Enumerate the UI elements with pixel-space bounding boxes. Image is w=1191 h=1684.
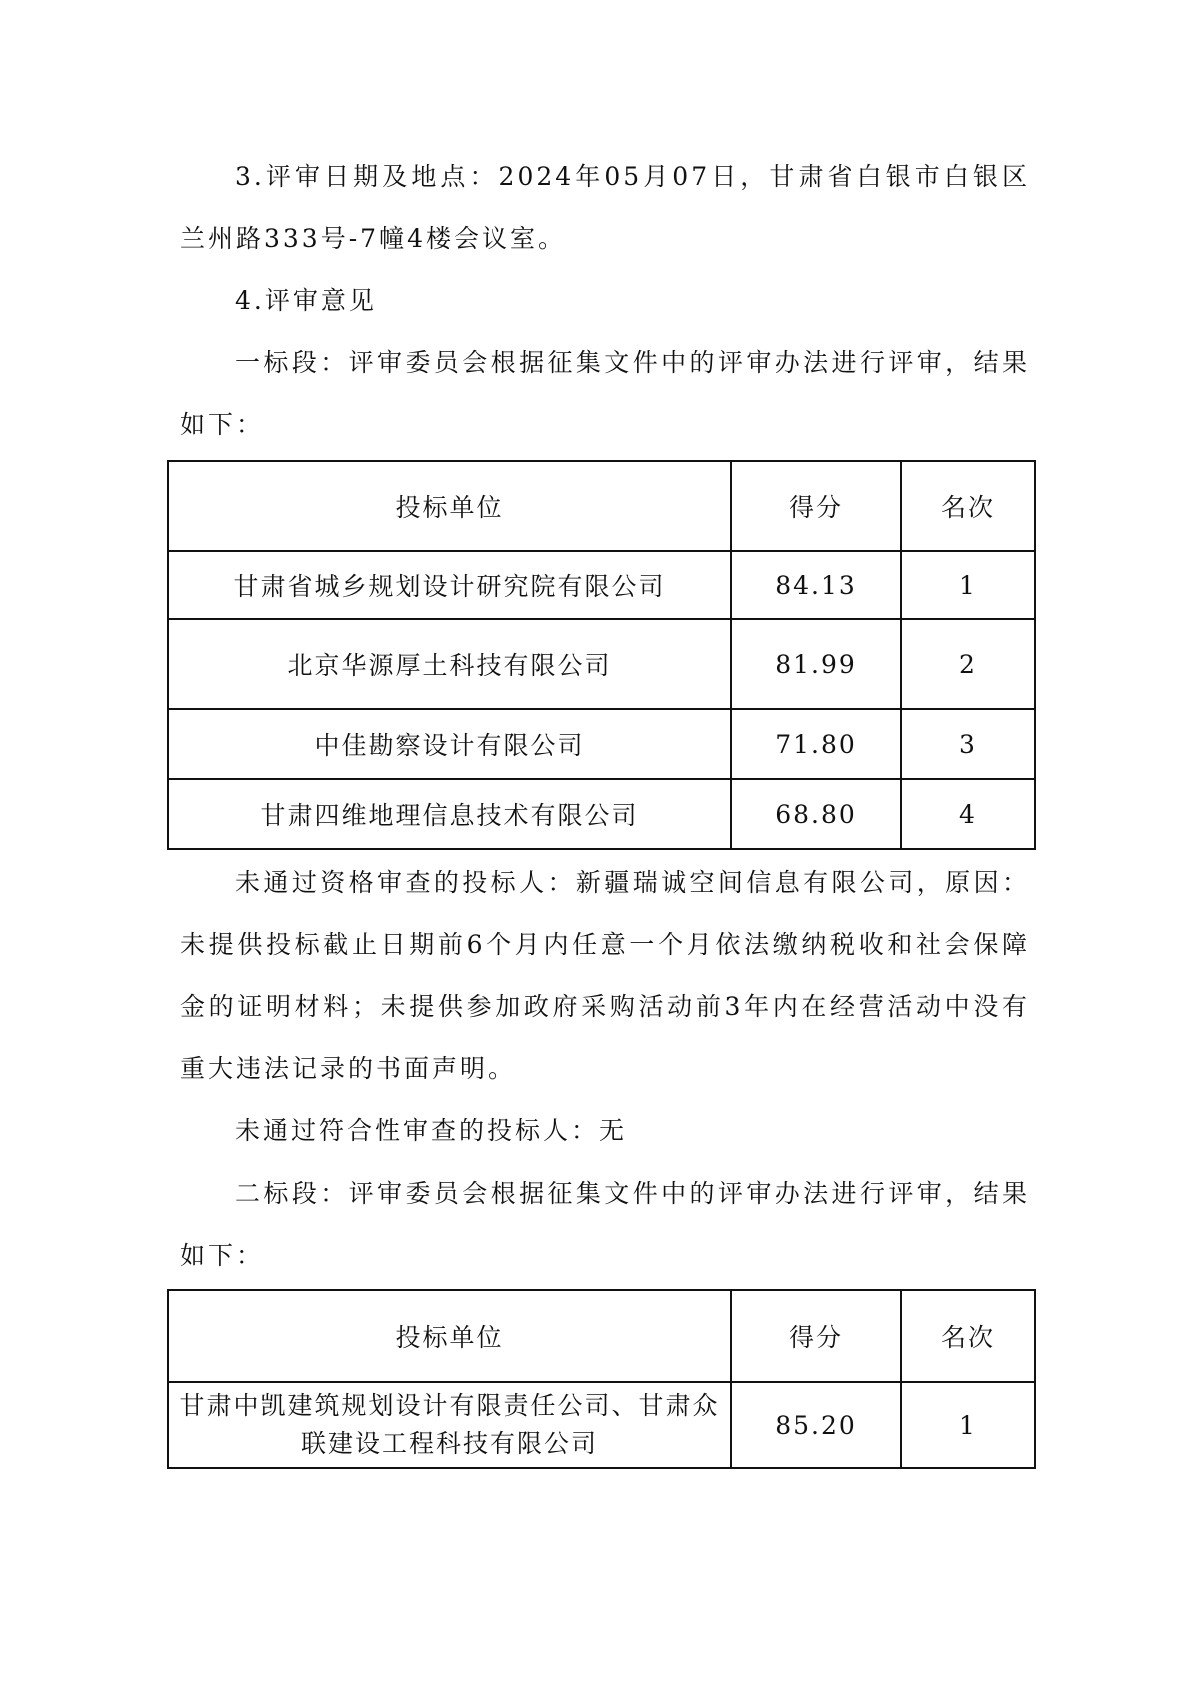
rank-cell: 1 xyxy=(901,1382,1035,1468)
lot1-intro-paragraph: 一标段：评审委员会根据征集文件中的评审办法进行评审，结果如下： xyxy=(180,348,1030,439)
header-unit: 投标单位 xyxy=(168,461,731,551)
table-header-row xyxy=(168,461,1035,551)
review-date-place-paragraph: 3.评审日期及地点：2024年05月07日，甘肃省白银市白银区兰州路333号-7幢4楼会议室。 xyxy=(180,162,1030,253)
header-rank: 名次 xyxy=(901,461,1035,551)
unit-cell: 北京华源厚土科技有限公司 xyxy=(168,619,731,709)
rank-cell: 2 xyxy=(901,619,1035,709)
unit-cell: 甘肃中凯建筑规划设计有限责任公司、甘肃众联建设工程科技有限公司 xyxy=(168,1382,731,1468)
lot1-failed-compliance-paragraph: 未通过符合性审查的投标人：无 xyxy=(235,1116,628,1145)
rank-cell: 3 xyxy=(901,709,1035,779)
unit-cell: 甘肃四维地理信息技术有限公司 xyxy=(168,779,731,849)
table-header-row xyxy=(168,1290,1035,1382)
score-cell: 68.80 xyxy=(731,779,901,849)
review-opinion-heading: 4.评审意见 xyxy=(235,286,377,315)
header-score: 得分 xyxy=(731,461,901,551)
rank-cell: 1 xyxy=(901,551,1035,619)
lot2-score-table xyxy=(167,1289,1036,1469)
unit-cell: 中佳勘察设计有限公司 xyxy=(168,709,731,779)
score-cell: 81.99 xyxy=(731,619,901,709)
lot1-failed-qualification-paragraph: 未通过资格审查的投标人：新疆瑞诚空间信息有限公司，原因：未提供投标截止日期前6个月内任意一个月依法缴纳税收和社会保障金的证明材料；未提供参加政府采购活动前3年内在经营活动中没有重大违法记录的书面声明。 xyxy=(180,868,1030,1083)
lot2-intro-paragraph: 二标段：评审委员会根据征集文件中的评审办法进行评审，结果如下： xyxy=(180,1179,1030,1270)
header-score: 得分 xyxy=(731,1290,901,1382)
header-unit: 投标单位 xyxy=(168,1290,731,1382)
lot1-score-table xyxy=(167,460,1036,850)
table-row xyxy=(168,779,1035,849)
table-row xyxy=(168,1382,1035,1468)
score-cell: 84.13 xyxy=(731,551,901,619)
header-rank: 名次 xyxy=(901,1290,1035,1382)
table-row xyxy=(168,551,1035,619)
table-row xyxy=(168,619,1035,709)
unit-cell: 甘肃省城乡规划设计研究院有限公司 xyxy=(168,551,731,619)
rank-cell: 4 xyxy=(901,779,1035,849)
score-cell: 71.80 xyxy=(731,709,901,779)
table-row xyxy=(168,709,1035,779)
score-cell: 85.20 xyxy=(731,1382,901,1468)
